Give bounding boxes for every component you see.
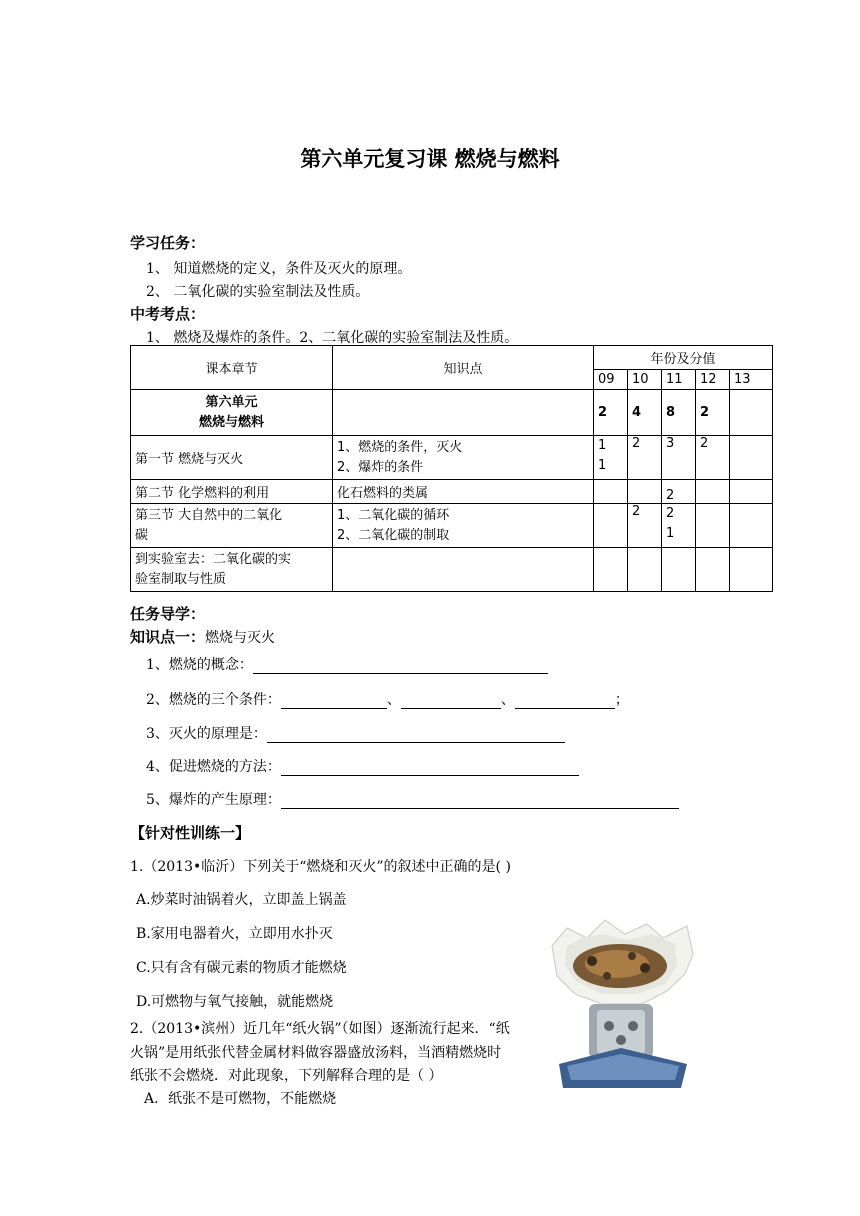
table-row: [131, 436, 773, 480]
score-table: [130, 345, 773, 592]
separator: 、: [386, 692, 401, 708]
chapter-cell: 第二节 化学燃料的利用: [131, 480, 333, 504]
option-d: D.可燃物与氧气接触，就能燃烧: [136, 994, 334, 1010]
score-cell: 2 1: [662, 504, 696, 548]
knowledge-cell: 化石燃料的类属: [333, 480, 594, 504]
question-label: 1、燃烧的概念：: [146, 657, 253, 673]
score-cell: [594, 480, 628, 504]
knowledge-point-text: 燃烧与灭火: [205, 630, 276, 646]
score-cell: 2: [696, 436, 730, 480]
answer-blank[interactable]: [267, 728, 565, 743]
chapter-cell: 到实验室去：二氧化碳的实 验室制取与性质: [131, 548, 333, 592]
practice-question-2-line: 2.（2013•滨州）近几年“纸火锅”（如图）逐渐流行起来．“纸: [130, 1021, 510, 1037]
question-extinguish-principle: [146, 723, 565, 743]
score-cell: [730, 548, 773, 592]
year-cell: 12: [696, 370, 730, 390]
score-cell: [662, 548, 696, 592]
exam-points-text: 1、 燃烧及爆炸的条件。2、二氧化碳的实验室制法及性质。: [146, 330, 519, 346]
chapter-cell: 第三节 大自然中的二氧化 碳: [131, 504, 333, 548]
practice-question-1: 1.（2013•临沂）下列关于“燃烧和灭火”的叙述中正确的是( ): [130, 859, 511, 875]
score-cell: 2: [628, 504, 662, 548]
answer-blank[interactable]: [281, 794, 679, 809]
practice-heading: 【针对性训练一】: [130, 824, 251, 842]
header-chapter: 课本章节: [131, 346, 333, 390]
knowledge-point-label: 知识点一：: [130, 628, 206, 646]
answer-blank[interactable]: [401, 694, 501, 709]
score-cell: 3: [662, 436, 696, 480]
score-cell: 2: [662, 480, 696, 504]
year-cell: 09: [594, 370, 628, 390]
practice-question-2-line: 火锅”是用纸张代替金属材料做容器盛放汤料，当酒精燃烧时: [130, 1045, 502, 1061]
score-cell: 2: [594, 390, 628, 436]
knowledge-cell: 1、燃烧的条件，灭火 2、爆炸的条件: [333, 436, 594, 480]
score-cell: [696, 548, 730, 592]
answer-blank[interactable]: [253, 659, 548, 674]
score-cell: [594, 504, 628, 548]
question-label: 5、爆炸的产生原理：: [146, 792, 281, 808]
knowledge-cell: [333, 390, 594, 436]
paper-hotpot-image: [547, 916, 697, 1101]
study-tasks-heading: 学习任务：: [130, 234, 206, 252]
knowledge-point-one: [130, 626, 275, 647]
score-cell: 2: [696, 390, 730, 436]
study-task-item: 1、 知道燃烧的定义，条件及灭火的原理。: [146, 261, 412, 277]
table-row: [131, 390, 773, 436]
score-cell: [730, 390, 773, 436]
study-task-item: 2、 二氧化碳的实验室制法及性质。: [146, 284, 370, 300]
question-explosion-principle: [146, 789, 679, 809]
practice-question-2-line: 纸张不会燃烧．对此现象，下列解释合理的是（ ）: [130, 1068, 443, 1084]
score-cell: [730, 504, 773, 548]
year-cell: 13: [730, 370, 773, 390]
score-cell: [594, 548, 628, 592]
chapter-cell: 第六单元 燃烧与燃料: [131, 390, 333, 436]
score-cell: [696, 480, 730, 504]
score-cell: 1 1: [594, 436, 628, 480]
question-burning-concept: [146, 654, 548, 674]
option-c: C.只有含有碳元素的物质才能燃烧: [136, 960, 347, 976]
question-label: 4、促进燃烧的方法：: [146, 759, 281, 775]
score-cell: [696, 504, 730, 548]
score-cell: [628, 548, 662, 592]
answer-blank[interactable]: [281, 761, 579, 776]
exam-points-heading: 中考考点：: [130, 305, 206, 323]
knowledge-cell: 1、二氧化碳的循环 2、二氧化碳的制取: [333, 504, 594, 548]
year-cell: 11: [662, 370, 696, 390]
score-cell: 4: [628, 390, 662, 436]
question-label: 2、燃烧的三个条件：: [146, 692, 281, 708]
page-title: 第六单元复习课 燃烧与燃料: [300, 147, 560, 171]
knowledge-cell: [333, 548, 594, 592]
score-cell: 8: [662, 390, 696, 436]
question-three-conditions: [146, 689, 629, 709]
header-knowledge: 知识点: [333, 346, 594, 390]
year-cell: 10: [628, 370, 662, 390]
separator: 、: [500, 692, 515, 708]
score-cell: [628, 480, 662, 504]
table-row: [131, 504, 773, 548]
option-a: A.炒菜时油锅着火，立即盖上锅盖: [136, 892, 347, 908]
option-b: B.家用电器着火，立即用水扑灭: [136, 926, 333, 942]
separator: ；: [614, 692, 629, 708]
table-row: [131, 480, 773, 504]
practice-question-2-option-a: A．纸张不是可燃物，不能燃烧: [144, 1091, 337, 1107]
score-cell: 2: [628, 436, 662, 480]
score-cell: [730, 480, 773, 504]
header-year-score: 年份及分值: [594, 346, 773, 370]
answer-blank[interactable]: [281, 694, 387, 709]
question-label: 3、灭火的原理是：: [146, 726, 267, 742]
chapter-cell: 第一节 燃烧与灭火: [131, 436, 333, 480]
table-row: [131, 548, 773, 592]
guide-heading: 任务导学：: [130, 605, 206, 623]
question-promote-burning: [146, 756, 579, 776]
score-cell: [730, 436, 773, 480]
answer-blank[interactable]: [515, 694, 615, 709]
